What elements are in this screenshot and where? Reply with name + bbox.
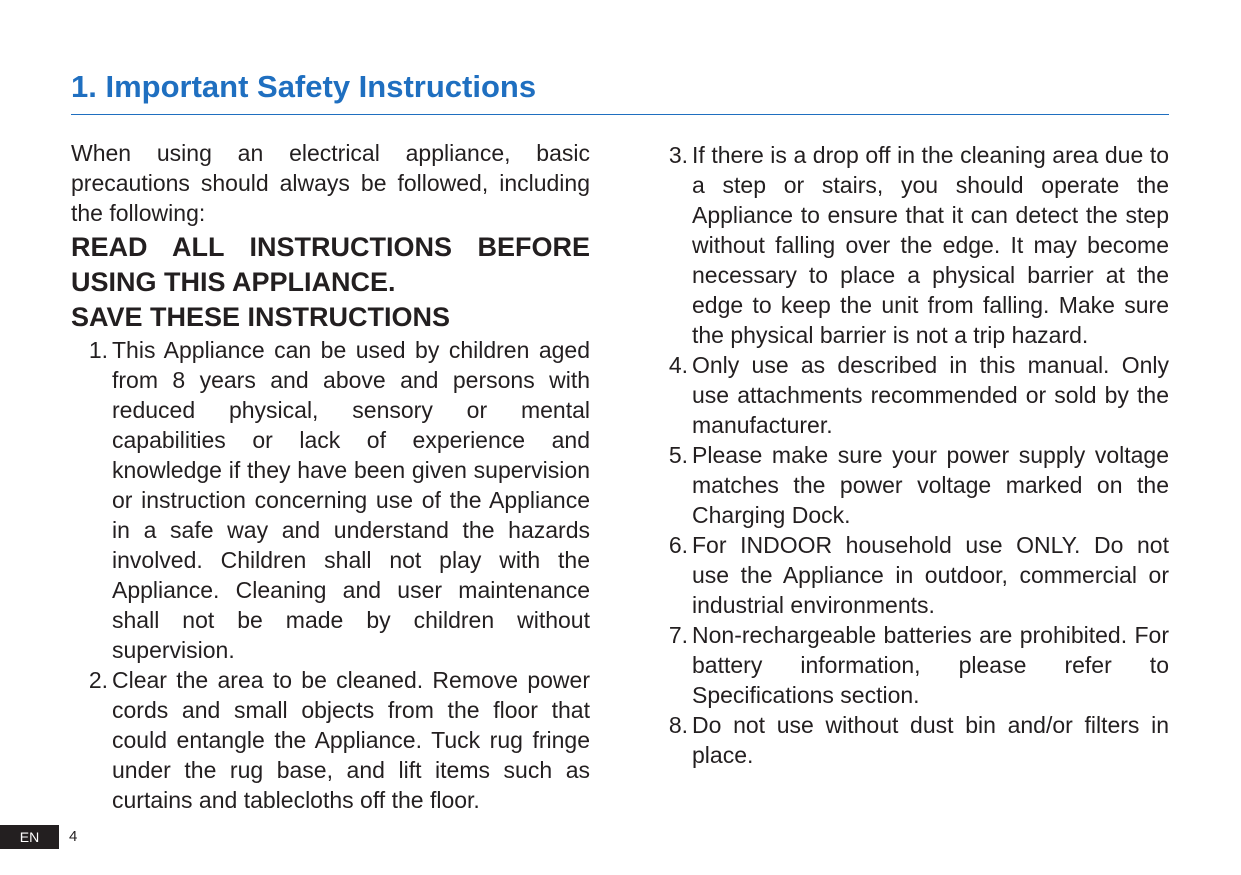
item-number: 7. — [668, 622, 688, 648]
list-item — [654, 530, 1169, 620]
item-number: 5. — [668, 442, 688, 468]
list-item — [654, 440, 1169, 530]
item-number: 8. — [668, 712, 688, 738]
page-title: 1. Important Safety Instructions — [71, 69, 537, 104]
item-text: Non-rechargeable batteries are prohibited. For battery information, please refer to Specifications section. — [692, 622, 1169, 708]
item-text: Please make sure your power supply voltage matches the power voltage marked on the Charging Dock. — [692, 442, 1169, 528]
list-item — [654, 710, 1169, 770]
item-number: 2. — [88, 667, 108, 693]
page-number: 4 — [69, 828, 78, 845]
list-item — [654, 620, 1169, 710]
item-number: 4. — [668, 352, 688, 378]
item-text: Clear the area to be cleaned. Remove power cords and small objects from the floor that could entangle the Appliance. Tuck rug fringe under the rug base, and lift items such as curtains and tablecloths off the floor. — [112, 667, 590, 813]
item-text: Do not use without dust bin and/or filters in place. — [692, 712, 1169, 768]
language-badge: EN — [0, 825, 59, 849]
left-column — [71, 138, 590, 815]
title-divider — [71, 114, 1169, 115]
instruction-list-right — [654, 140, 1169, 770]
instruction-list-left — [71, 335, 590, 815]
warning-line-2: USING THIS APPLIANCE. — [71, 267, 396, 297]
item-text: Only use as described in this manual. Only use attachments recommended or sold by the manufacturer. — [692, 352, 1169, 438]
list-item — [654, 350, 1169, 440]
list-item — [71, 665, 590, 815]
item-text: For INDOOR household use ONLY. Do not use the Appliance in outdoor, commercial or industrial environments. — [692, 532, 1169, 618]
item-text: This Appliance can be used by children aged from 8 years and above and persons with reduced physical, sensory or mental capabilities or lack of experience and knowledge if they have been given supervision or instruction concerning use of the Appliance in a safe way and understand the hazards involved. Children shall not play with the Appliance. Cleaning and user maintenance shall not be made by children without supervision. — [112, 337, 590, 663]
item-number: 1. — [88, 337, 108, 363]
list-item — [654, 140, 1169, 350]
list-item — [71, 335, 590, 665]
warning-line-3: SAVE THESE INSTRUCTIONS — [71, 302, 451, 332]
warning-line-1: READ ALL INSTRUCTIONS BEFORE — [71, 232, 590, 262]
item-text: If there is a drop off in the cleaning area due to a step or stairs, you should operate the Appliance to ensure that it can detect the step without falling over the edge. It may become necessary to place a physical barrier at the edge to keep the unit from falling. Make sure the physical barrier is not a trip hazard. — [692, 142, 1169, 348]
item-number: 3. — [668, 142, 688, 168]
intro-paragraph: When using an electrical appliance, basic precautions should always be followed, including the following: — [71, 140, 590, 226]
item-number: 6. — [668, 532, 688, 558]
right-column — [654, 140, 1169, 770]
